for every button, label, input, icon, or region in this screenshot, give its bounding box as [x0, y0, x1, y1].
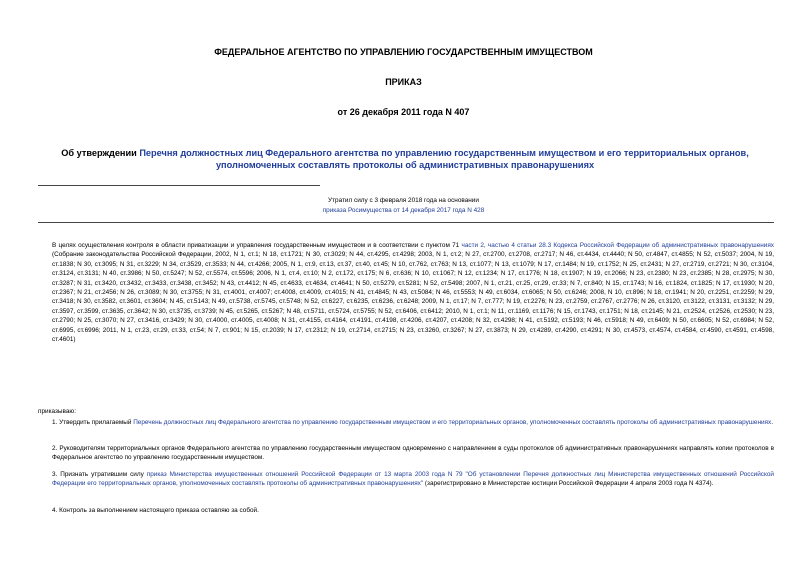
- preamble-paragraph: [38, 241, 774, 344]
- document-title: [60, 147, 750, 171]
- title-list-link[interactable]: Перечня должностных лиц Федерального агентства по управлению государственным имуществом и его территориальных органов, уполномоченных составлять протоколы об административных правонарушениях: [139, 148, 749, 170]
- status-note: [0, 196, 807, 216]
- divider-bottom: [38, 222, 774, 223]
- item-1-text: 1. Утвердить прилагаемый: [52, 419, 134, 426]
- item-2: 2. Руководителям территориальных органов Федерального агентства по управлению государственным имуществом одновременно с направлением в суды протоколов об административных правонарушениях направлять копии протоколов в Федеральное агентство по управлению государственным имуществом.: [52, 445, 774, 462]
- doc-date: от 26 декабря 2011 года N 407: [337, 107, 470, 117]
- item-3-text: 3. Признать утратившим силу: [52, 471, 147, 478]
- preamble-text-1: В целях осуществления контроля в области приватизации и управления государственным имуществом и в соответствии с пунктом 71: [52, 242, 462, 249]
- order-word: приказываю:: [38, 408, 76, 415]
- item-4: 4. Контроль за выполнением настоящего приказа оставляю за собой.: [52, 507, 259, 514]
- item-3-end: (зарегистрировано в Министерстве юстиции Российской Федерации 4 апреля 2003 года N 4374).: [423, 480, 714, 488]
- item-1-list-link[interactable]: Перечень должностных лиц Федерального агентства по управлению государственным имуществом и его территориальных органов, уполномоченных составлять протоколы об административных правонарушениях: [133, 419, 772, 426]
- agency-heading: ФЕДЕРАЛЬНОЕ АГЕНТСТВО ПО УПРАВЛЕНИЮ ГОСУДАРСТВЕННЫМ ИМУЩЕСТВОМ: [214, 47, 593, 57]
- item-1: [38, 418, 774, 427]
- preamble-text-2: (Собрание законодательства Российской Федерации, 2002, N 1, ст.1; N 18, ст.1721; N 30, ст.3029; N 44, ст.4295, ст.4298; 2003, N 1, ст.2; N 27, ст.2700, ст.2708, ст.2717; N 46, ст.4434, ст.4440; N 50, ст.4847, ст.4855; N 52, ст.5037; 2004, N 19, ст.1838; N 30, ст.3095; N 31, ст.3229; N 34, ст.3529, ст.3533; N 44, ст.4266; 2005, N 1, ст.9, ст.13, ст.37, ст.40, ст.45; N 10, ст.762, ст.763; N 13, ст.1077; N 13, ст.1079; N 17, ст.1484; N 19, ст.1752; N 25, ст.2431; N 27, ст.2719, ст.2721; N 30, ст.3104, ст.3124, ст.3131; N 40, ст.3986; N 50, ст.5247; N 52, ст.5574, ст.5596; 2006, N 1, ст.4, ст.10; N 2, ст.172, ст.175; N 6, ст.636; N 10, ст.1067; N 12, ст.1234; N 17, ст.1776; N 18, ст.1907; N 19, ст.2066; N 23, ст.2380; N 23, ст.2385; N 28, ст.2975; N 30, ст.3287; N 31, ст.3420, ст.3432, ст.3433, ст.3438, ст.3452; N 43, ст.4412; N 45, ст.4633, ст.4634, ст.4641; N 50, ст.5279, ст.5281; N 52, ст.5498; 2007, N 1, ст.21, ст.25, ст.29, ст.33; N 7, ст.840; N 15, ст.1743; N 16, ст.1824, ст.1825; N 17, ст.1930; N 20, ст.2367; N 21, ст.2456; N 26, ст.3089; N 30, ст.3755; N 31, ст.4001, ст.4007; ст.4008, ст.4009, ст.4015; N 41, ст.4845; N 43, ст.5084; N 46, ст.5553; N 49, ст.6034, ст.6065; N 50, ст.6246; 2008, N 10, ст.896; N 18, ст.1941; N 20, ст.2251, ст.2259; N 29, ст.3418; N 30, ст.3582, ст.3601, ст.3604; N 45, ст.5143; N 49, ст.5738, ст.5745, ст.5748; N 52, ст.6227, ст.6235, ст.6236, ст.6248; 2009, N 1, ст.17; N 7, ст.777; N 19, ст.2276; N 23, ст.2759, ст.2767, ст.2776; N 26, ст.3120, ст.3122, ст.3131, ст.3132; N 29, ст.3597, ст.3599, ст.3635, ст.3642; N 30, ст.3735, ст.3739; N 45, ст.5265, ст.5267; N 48, ст.5711, ст.5724, ст.5755; N 52, ст.6406, ст.6412; 2010, N 1, ст.1; N 11, ст.1169, ст.1176; N 15, ст.1743, ст.1751; N 18, ст.2145; N 21, ст.2524, ст.2526, ст.2530; N 23, ст.2790; N 25, ст.3070; N 27, ст.3416, ст.3429; N 30, ст.4000, ст.4005, ст.4008; N 31, ст.4155, ст.4164, ст.4191, ст.4198, ст.4206, ст.4207, ст.4208; N 32, ст.4298; N 41, ст.5192, ст.5193; N 46, ст.5918; N 49, ст.6409; N 50, ст.6605; N 52, ст.6984; N 52, ст.6995, ст.6996; 2011, N 1, ст.23, ст.29, ст.33, ст.54; N 7, ст.901; N 15, ст.2039; N 17, ст.2312; N 19, ст.2714, ст.2715; N 23, ст.3260, ст.3267; N 27, ст.3873; N 29, ст.4289, ст.4290, ст.4291; N 30, ст.4573, ст.4574, ст.4584, ст.4590, ст.4591, ст.4598, ст.4601): [52, 251, 774, 344]
- doc-type-heading: ПРИКАЗ: [385, 77, 422, 87]
- item-3-order-link[interactable]: приказ Министерства имущественных отношений Российской Федерации от 13 марта 2003 года N 79 "Об установлении Перечня должностных лиц Министерства имущественных отношений Российской Федерации его территориальных органов, уполномоченных составлять протоколы об административных правонарушениях": [52, 471, 774, 488]
- title-prefix: Об утверждении: [61, 148, 140, 158]
- status-order-link[interactable]: приказа Росимущества от 14 декабря 2017 года N 428: [322, 207, 485, 214]
- divider-top: [38, 185, 320, 186]
- item-1-end: .: [771, 419, 773, 426]
- koap-link[interactable]: части 2, частью 4 статьи 28.3 Кодекса Российской Федерации об административных правонарушениях: [461, 242, 774, 249]
- status-text: Утратил силу с 3 февраля 2018 года на основании: [328, 197, 479, 204]
- item-3: [38, 470, 774, 489]
